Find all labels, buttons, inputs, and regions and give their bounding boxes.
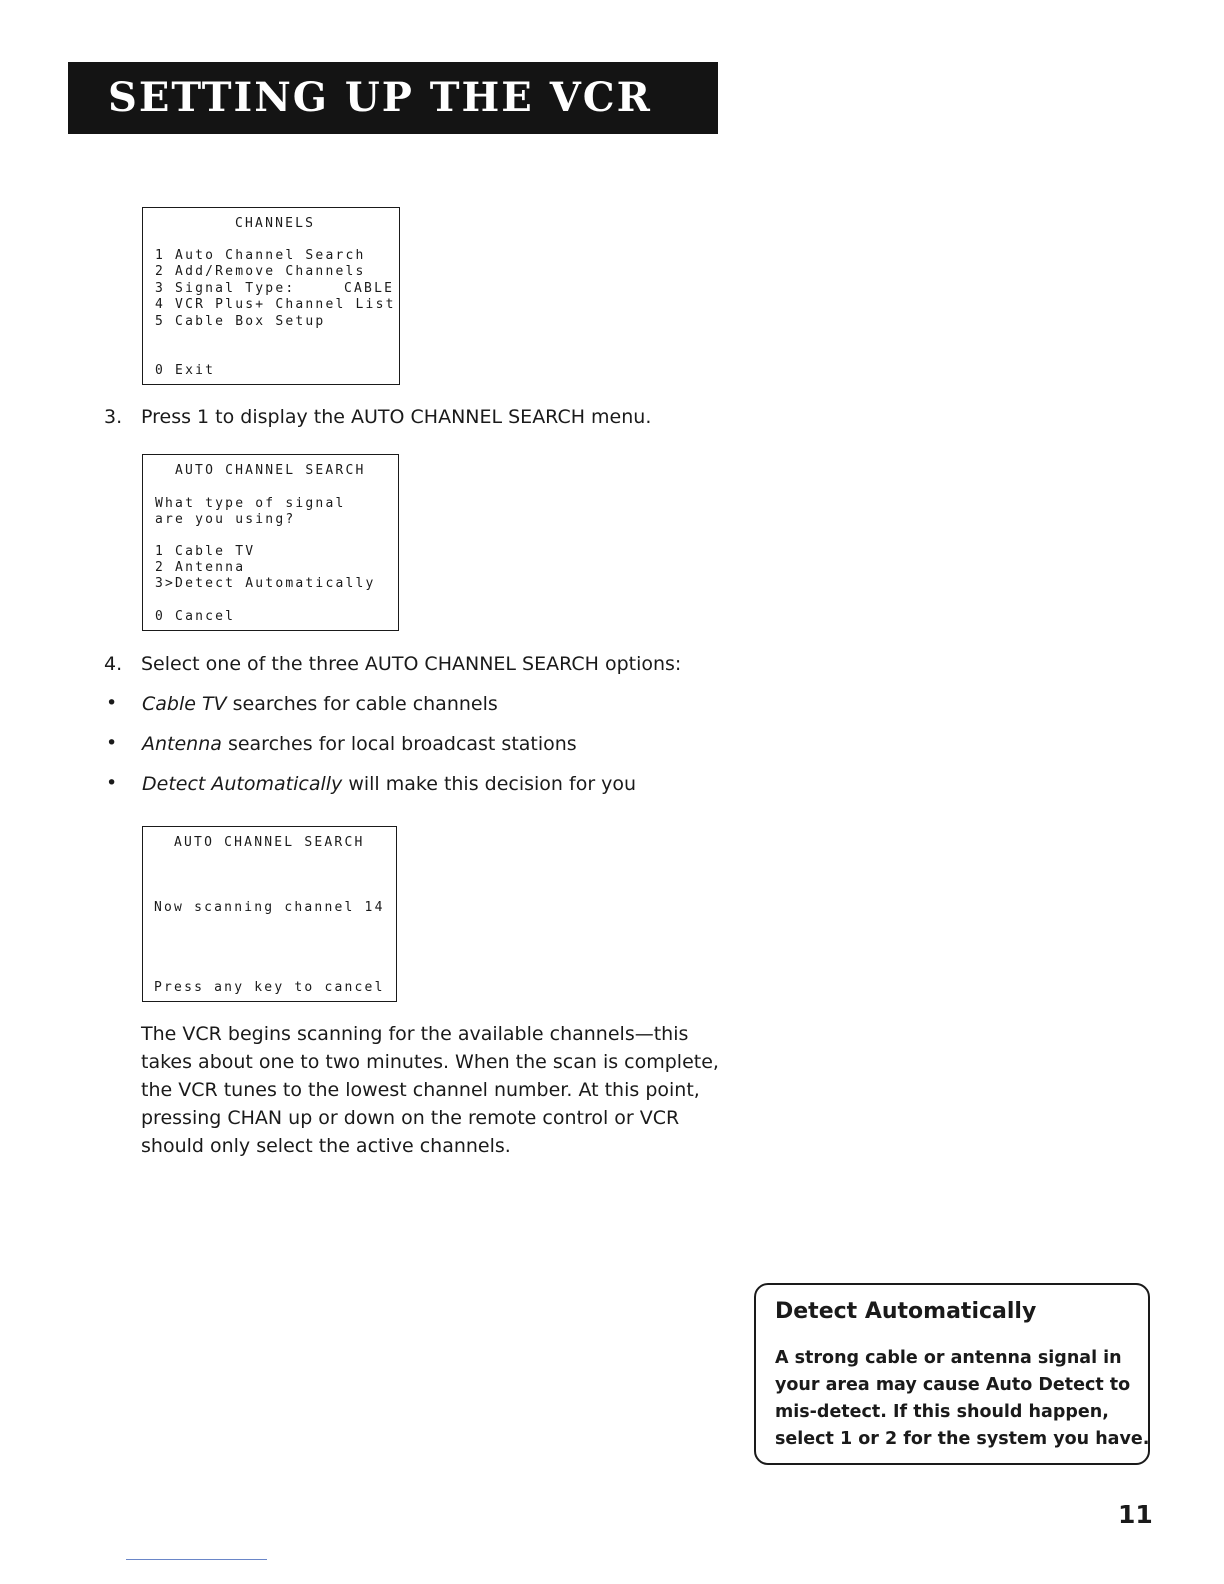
bullet-dot: • (106, 692, 118, 714)
auto-search-question: What type of signal (155, 496, 346, 511)
step-number: 3. (104, 406, 123, 428)
detect-automatically-note (754, 1283, 1150, 1465)
channels-menu-item: 5 Cable Box Setup (155, 314, 326, 329)
scanning-screen-title: AUTO CHANNEL SEARCH (174, 835, 365, 850)
bullet-description: searches for cable channels (226, 693, 498, 715)
bullet-dot: • (106, 772, 118, 794)
page-number: 11 (1118, 1500, 1153, 1529)
auto-search-option: 2 Antenna (155, 560, 246, 575)
channels-menu-title: CHANNELS (235, 216, 316, 231)
channels-menu-exit: 0 Exit (155, 363, 216, 378)
auto-search-question: are you using? (155, 512, 296, 527)
note-line: your area may cause Auto Detect to (775, 1375, 1131, 1395)
bullet-term: Cable TV (142, 693, 227, 715)
bullet-dot: • (106, 732, 118, 754)
bullet-term: Detect Automatically (142, 773, 343, 795)
footer-divider (126, 1559, 267, 1560)
scanning-screen (142, 826, 397, 1002)
auto-search-cancel: 0 Cancel (155, 609, 236, 624)
step-number: 4. (104, 653, 123, 675)
paragraph-line: pressing CHAN up or down on the remote control or VCR (141, 1107, 680, 1129)
scanning-status: Now scanning channel 14 (154, 900, 385, 915)
bullet-description: searches for local broadcast stations (221, 733, 577, 755)
channels-menu-item: 2 Add/Remove Channels (155, 264, 366, 279)
paragraph-line: The VCR begins scanning for the available channels—this (141, 1023, 689, 1045)
channels-menu-item: 4 VCR Plus+ Channel List (155, 297, 396, 312)
channels-menu-screen (142, 207, 400, 385)
note-body (775, 1345, 1149, 1453)
bullet-text (142, 693, 498, 715)
section-title: SETTING UP THE VCR (108, 74, 652, 121)
note-title: Detect Automatically (775, 1299, 1037, 1324)
channels-menu-item: 1 Auto Channel Search (155, 248, 366, 263)
bullet-text (142, 733, 577, 755)
step-text: Press 1 to display the AUTO CHANNEL SEARCH menu. (141, 406, 652, 428)
note-line: select 1 or 2 for the system you have. (775, 1429, 1150, 1449)
auto-search-option: 1 Cable TV (155, 544, 256, 559)
bullet-term: Antenna (142, 733, 222, 755)
scanning-cancel-hint: Press any key to cancel (154, 980, 385, 995)
paragraph-line: the VCR tunes to the lowest channel number. At this point, (141, 1079, 700, 1101)
channels-menu-item: 3 Signal Type: (155, 281, 296, 296)
auto-search-menu-screen (142, 454, 399, 631)
paragraph-line: takes about one to two minutes. When the scan is complete, (141, 1051, 719, 1073)
auto-search-menu-title: AUTO CHANNEL SEARCH (175, 463, 366, 478)
scan-description (141, 1020, 721, 1160)
auto-search-option-selected: 3>Detect Automatically (155, 576, 376, 591)
note-line: mis-detect. If this should happen, (775, 1402, 1109, 1422)
signal-type-value: CABLE (344, 281, 395, 296)
paragraph-line: should only select the active channels. (141, 1135, 511, 1157)
step-text: Select one of the three AUTO CHANNEL SEARCH options: (141, 653, 682, 675)
note-line: A strong cable or antenna signal in (775, 1348, 1122, 1368)
bullet-description: will make this decision for you (342, 773, 637, 795)
section-header (68, 62, 718, 134)
bullet-text (142, 773, 636, 795)
